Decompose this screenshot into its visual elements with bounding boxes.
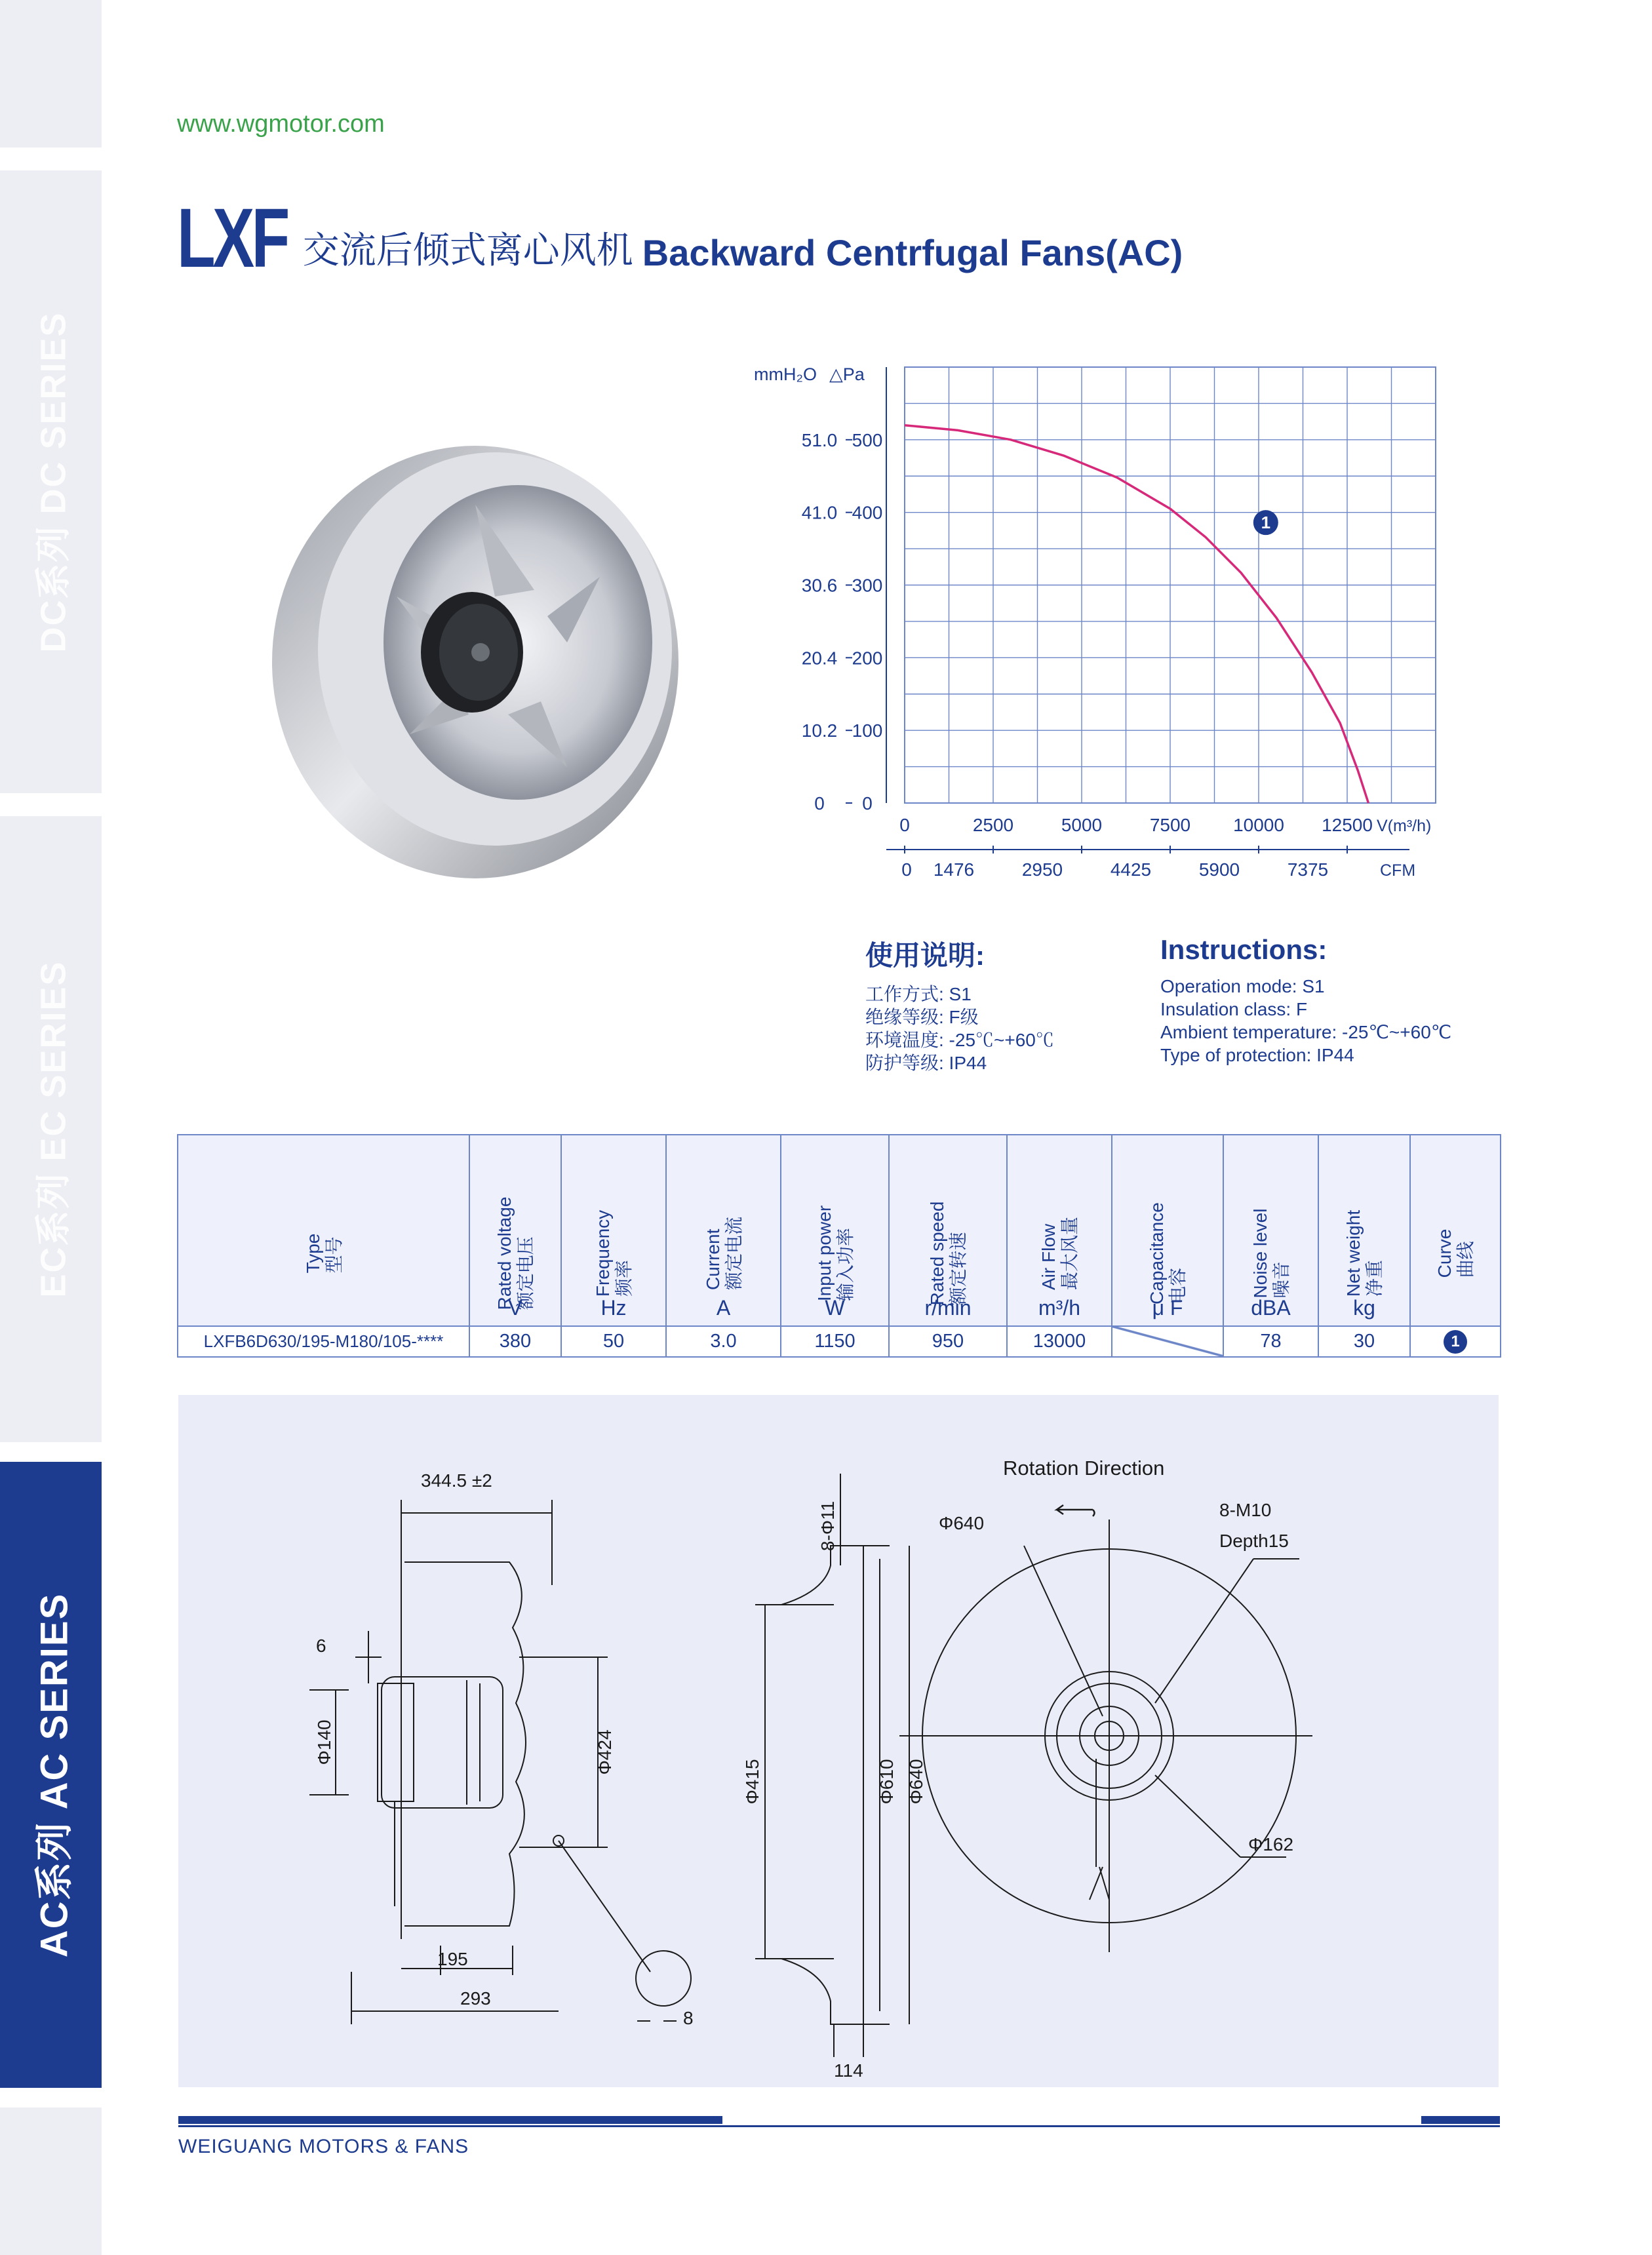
header-capacitance: Capacitance 电容 μ F (1112, 1135, 1223, 1326)
cell-curve (1410, 1326, 1501, 1357)
side-tab-ec[interactable]: EC系列 EC SERIES (34, 960, 74, 1298)
x2-tick-label: 0 (901, 859, 912, 880)
y-tick-right-label: 500 (852, 429, 883, 450)
instruction-en-line: Insulation class: F (1160, 999, 1308, 1019)
dim-195: 195 (437, 1949, 468, 1969)
cell-net-weight: 30 (1318, 1326, 1410, 1357)
side-tab-ac[interactable]: AC系列 AC SERIES (33, 1592, 76, 1957)
x2-tick-label: 1476 (933, 859, 975, 880)
header-rated-voltage: Rated voltage 额定电压 V (469, 1135, 561, 1326)
y-tick-left-label: 10.2 (801, 720, 838, 741)
dim-width: 344.5 ±2 (421, 1470, 492, 1491)
x-tick-label: 12500 (1322, 815, 1373, 835)
dim-d640-mid: Φ640 (906, 1759, 926, 1805)
x-tick-label: 7500 (1149, 815, 1191, 835)
dim-d424: Φ424 (595, 1729, 615, 1775)
x-axis-label: V(m³/h) (1377, 817, 1432, 835)
y-axis-left-label: mmH₂O (754, 364, 817, 384)
instruction-cn-line: 绝缘等级: F级 (865, 1007, 979, 1027)
performance-curve (905, 425, 1368, 803)
technical-drawing (178, 1395, 1499, 2087)
title-english: Backward Centrfugal Fans(AC) (642, 232, 1183, 273)
y-tick-right-label: 400 (852, 502, 883, 523)
cell-frequency: 50 (561, 1326, 666, 1357)
instructions-cn (865, 934, 1054, 1074)
x2-tick-label: 5900 (1198, 859, 1240, 880)
page-title (177, 191, 1183, 285)
dim-8: 8 (683, 2008, 694, 2028)
x2-tick-label: 7375 (1287, 859, 1329, 880)
cell-input-power: 1150 (781, 1326, 889, 1357)
website-url[interactable]: www.wgmotor.com (177, 110, 385, 138)
y-tick-right-label: 0 (862, 793, 873, 814)
dim-d640-front: Φ640 (939, 1513, 985, 1533)
x-tick-label: 10000 (1233, 815, 1284, 835)
footer-company: WEIGUANG MOTORS & FANS (178, 2136, 469, 2157)
chart-grid (905, 367, 1436, 803)
y-tick-right-label: 100 (852, 720, 883, 741)
header-current: Current 额定电流 A (666, 1135, 781, 1326)
dim-d140: Φ140 (314, 1719, 334, 1765)
dim-6: 6 (316, 1636, 326, 1656)
spec-table (177, 1134, 1501, 1358)
header-type: Type 型号 (178, 1135, 469, 1326)
rail-bottom-block (0, 2108, 102, 2255)
instructions-cn-heading: 使用说明: (865, 940, 985, 971)
header-input-power: Input power 输入功率 W (781, 1135, 889, 1326)
header-noise-level: Noise level 噪音 dBA (1223, 1135, 1318, 1326)
performance-chart (747, 354, 1495, 892)
cell-rated-speed: 950 (889, 1326, 1007, 1357)
x2-axis-label: CFM (1380, 861, 1416, 880)
instruction-en-line: Ambient temperature: -25℃~+60℃ (1160, 1022, 1452, 1042)
y-tick-left-label: 51.0 (801, 429, 838, 450)
cell-current: 3.0 (666, 1326, 781, 1357)
cell-capacitance (1112, 1326, 1223, 1357)
instruction-cn-line: 工作方式: S1 (865, 984, 972, 1004)
x-tick-label: 2500 (972, 815, 1014, 835)
dim-8-d11: 8-Φ11 (817, 1500, 838, 1552)
y-tick-left-label: 20.4 (801, 648, 838, 669)
cell-type: LXFB6D630/195-M180/105-**** (178, 1326, 469, 1357)
y-tick-left-label: 0 (814, 793, 825, 814)
curve-marker-label: 1 (1261, 513, 1271, 533)
model-code: LXF (177, 191, 287, 285)
rotation-direction-title: Rotation Direction (1003, 1457, 1165, 1480)
y-tick-left-label: 30.6 (801, 575, 838, 596)
x2-tick-label: 2950 (1021, 859, 1063, 880)
y-tick-right-label: 300 (852, 575, 883, 596)
side-tab-dc[interactable]: DC系列 DC SERIES (34, 311, 74, 653)
instruction-en-line: Operation mode: S1 (1160, 976, 1325, 996)
footer-rule-thick (178, 2116, 722, 2124)
fan-product-image (259, 426, 705, 885)
dim-293: 293 (460, 1988, 491, 2009)
header-rated-speed: Rated speed 额定转速 r/min (889, 1135, 1007, 1326)
cell-noise-level: 78 (1223, 1326, 1318, 1357)
dim-d162: Φ162 (1248, 1834, 1294, 1854)
dim-depth15: Depth15 (1219, 1531, 1289, 1551)
x-tick-label: 5000 (1061, 815, 1103, 835)
table-row (178, 1326, 1501, 1357)
instruction-en-line: Type of protection: IP44 (1160, 1045, 1354, 1065)
header-curve: Curve 曲线 (1410, 1135, 1501, 1326)
y-tick-right-label: 200 (852, 648, 883, 669)
dim-d610: Φ610 (876, 1759, 897, 1805)
instructions-en (1160, 934, 1451, 1067)
y-tick-left-label: 41.0 (801, 502, 838, 523)
dim-d415: Φ415 (742, 1759, 762, 1805)
footer-rule-thin (178, 2125, 1500, 2127)
y-axis-right-label: △Pa (829, 364, 865, 384)
instruction-cn-line: 环境温度: -25℃~+60℃ (865, 1030, 1054, 1050)
instruction-cn-line: 防护等级: IP44 (865, 1053, 987, 1073)
dim-8-m10: 8-M10 (1219, 1500, 1272, 1520)
x2-tick-label: 4425 (1110, 859, 1152, 880)
curve-marker (1253, 510, 1278, 535)
header-air-flow: Air Flow 最大风量 m³/h (1007, 1135, 1112, 1326)
instructions-en-heading: Instructions: (1160, 934, 1328, 965)
title-chinese: 交流后倾式离心风机 (302, 229, 633, 271)
dim-114: 114 (834, 2060, 863, 2081)
curve-badge: 1 (1444, 1330, 1467, 1354)
footer-rule-right (1421, 2116, 1500, 2124)
cell-air-flow: 13000 (1007, 1326, 1112, 1357)
rail-top-block (0, 0, 102, 147)
x-tick-label: 0 (899, 815, 910, 835)
header-frequency: Frequency 频率 Hz (561, 1135, 666, 1326)
header-net-weight: Net weight 净重 kg (1318, 1135, 1410, 1326)
spec-header-row (178, 1135, 1501, 1326)
cell-rated-voltage: 380 (469, 1326, 561, 1357)
